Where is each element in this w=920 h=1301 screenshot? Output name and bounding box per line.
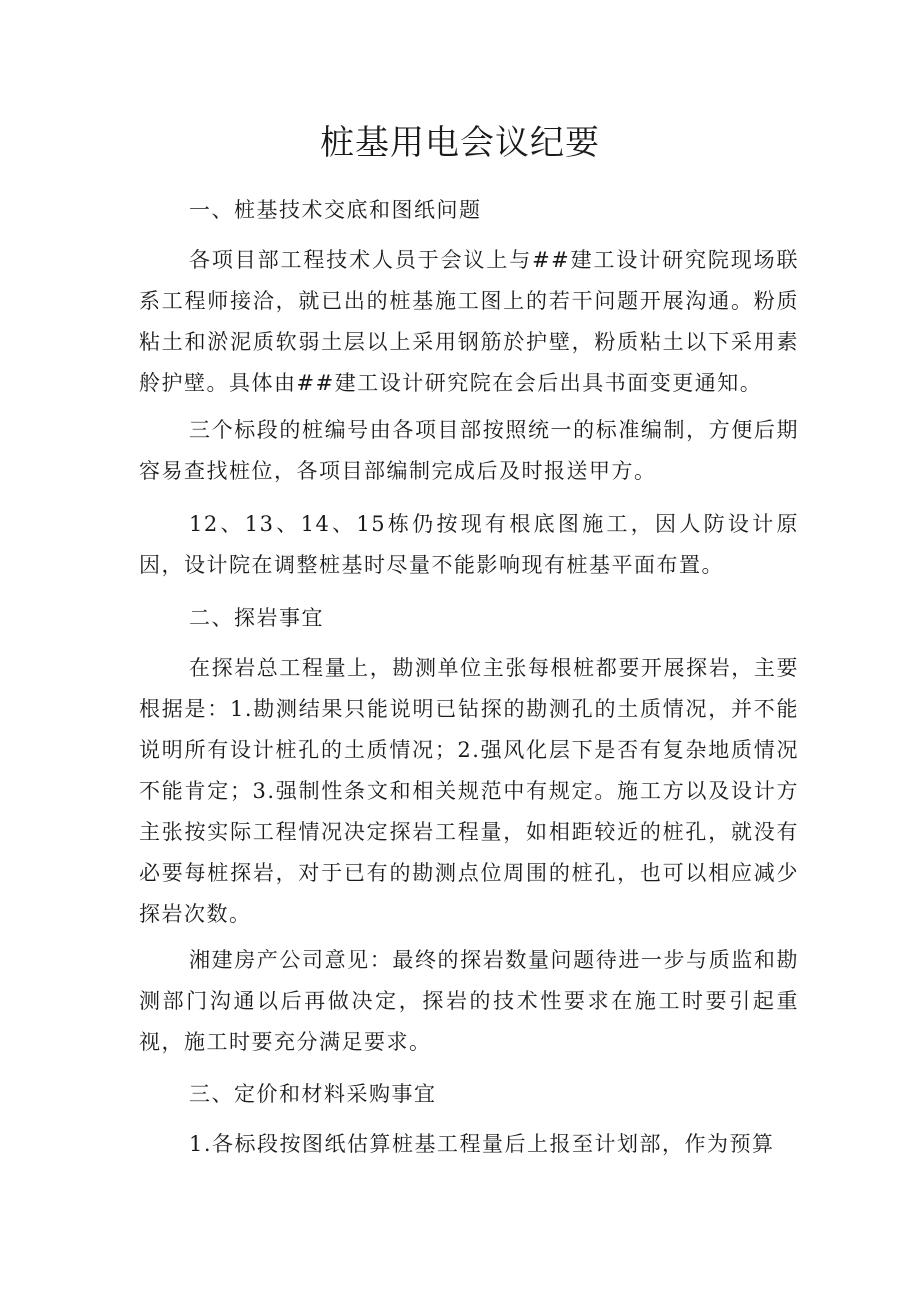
paragraph-1-2: 三个标段的桩编号由各项目部按照统一的标准编制，方便后期容易查找桩位，各项目部编制完成后及时报送甲方。 <box>139 418 799 483</box>
document-title: 桩基用电会议纪要 <box>320 123 600 163</box>
paragraph-1-1: 各项目部工程技术人员于会议上与##建工设计研究院现场联系工程师接洽，就已出的桩基施工图上的若干问题开展沟通。粉质粘土和淤泥质软弱土层以上采用钢筋於护壁，粉质粘土以下采用素舲护壁。具体由##建工设计研究院在会后出具书面变更通知。 <box>139 248 799 395</box>
paragraph-3-1: 1.各标段按图纸估算桩基工程量后上报至计划部，作为预算 <box>189 1132 775 1156</box>
paragraph-1-3: 12、13、14、15栋仍按现有根底图施工，因人防设计原因，设计院在调整桩基时尽量不能影响现有桩基平面布置。 <box>139 512 799 577</box>
paragraph-2-1: 在探岩总工程量上，勘测单位主张每根桩都要开展探岩，主要根据是：1.勘测结果只能说明已钻探的勘测孔的土质情况，并不能说明所有设计桩孔的土质情况；2.强风化层下是否有复杂地质情况不能肯定；3.强制性条文和相关规范中有规定。施工方以及设计方主张按实际工程情况决定探岩工程量，如相距较近的桩孔，就没有必要每桩探岩，对于已有的勘测点位周围的桩孔，也可以相应减少探岩次数。 <box>139 656 799 926</box>
section-heading-2: 二、探岩事宜 <box>189 606 324 630</box>
paragraph-2-2: 湘建房产公司意见：最终的探岩数量问题待进一步与质监和勘测部门沟通以后再做决定，探岩的技术性要求在施工时要引起重视，施工时要充分满足要求。 <box>139 948 799 1054</box>
section-heading-1: 一、桩基技术交底和图纸问题 <box>189 198 482 222</box>
section-heading-3: 三、定价和材料采购事宜 <box>189 1082 437 1106</box>
